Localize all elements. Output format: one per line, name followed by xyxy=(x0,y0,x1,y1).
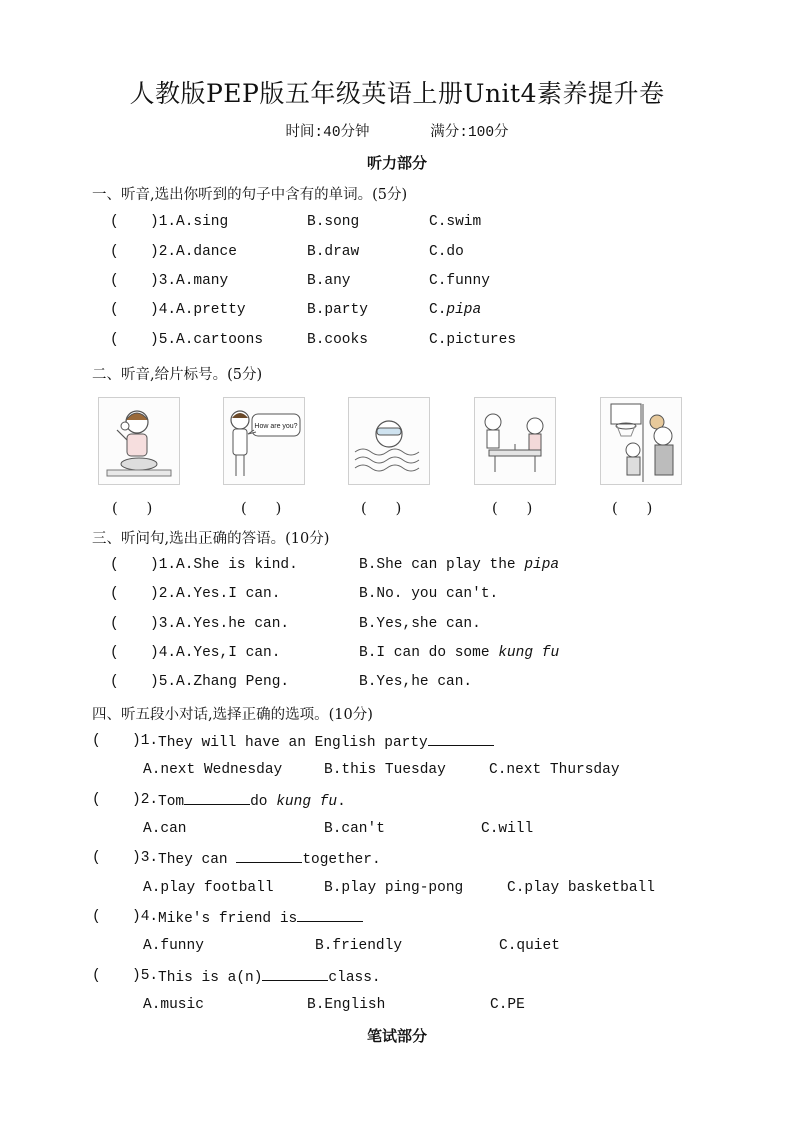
full-score: 满分:100分 xyxy=(430,125,509,141)
picture-2-answer: ( ) xyxy=(241,501,282,517)
picture-4-answer: ( ) xyxy=(492,501,533,517)
part4-heading: 四、听五段小对话,选择正确的选项。(10分) xyxy=(92,707,373,723)
picture-girl-cooking xyxy=(98,397,180,485)
speech-bubble-text: How are you? xyxy=(254,423,298,430)
picture-3-answer: ( ) xyxy=(361,501,402,517)
picture-5-answer: ( ) xyxy=(612,501,653,517)
page-title: 人教版PEP版五年级英语上册Unit4素养提升卷 xyxy=(129,79,665,108)
exam-meta xyxy=(0,120,794,141)
picture-boy-greeting xyxy=(223,397,305,485)
listening-section-title: 听力部分 xyxy=(366,154,427,172)
picture-ping-pong xyxy=(474,397,556,485)
time-limit: 时间:40分钟 xyxy=(285,125,370,141)
part3-heading: 三、听问句,选出正确的答语。(10分) xyxy=(92,531,330,547)
picture-basketball xyxy=(600,397,682,485)
part1-heading: 一、听音,选出你听到的句子中含有的单词。(5分) xyxy=(92,187,408,203)
picture-swimming xyxy=(348,397,430,485)
picture-1-answer: ( ) xyxy=(112,501,153,517)
writing-section-title: 笔试部分 xyxy=(366,1027,427,1045)
exam-page: 人教版PEP版五年级英语上册Unit4素养提升卷 时间:40分钟 满分:100分 听力部分 一、听音,选出你听到的句子中含有的单词。(5分) ( )1. A.sing B.song C.swim ( )2. A.dance B.draw C.do ( )3. A.many B.any C.funny ( )4. A.pretty B.party C.pipa ( )5. A.cartoons B.cooks C.pictures 二、听音,给片标号。(5分) How are you? ( ) ( ) ( ) ( ) ( ) 三、听问句,选出正确的答语。(10分) ( )1. A.She is kind. B.She can play the pipa ( )2. A.Yes.I can. B.No. you can't. ( )3. A.Yes.he can. B.Yes,she can. ( )4. A.Yes,I can. B.I can do some kung fu ( )5. A.Zhang Peng. B.Yes,he can. 四、听五段小对话,选择正确的选项。(10分) ( )1. They will have an English party A.next Wednesday B.this Tuesday C.next Thursday ( )2. Tom do kung fu. A.can B.can't C.will ( )3. They can together. A.play football B.play ping-pong C.play basketball ( )4. Mike's friend is A.funny B.friendly C.quiet ( )5. This is a(n) class. A.music B.English C.PE 笔试部分 xyxy=(0,0,794,1123)
part2-heading: 二、听音,给片标号。(5分) xyxy=(92,367,263,383)
